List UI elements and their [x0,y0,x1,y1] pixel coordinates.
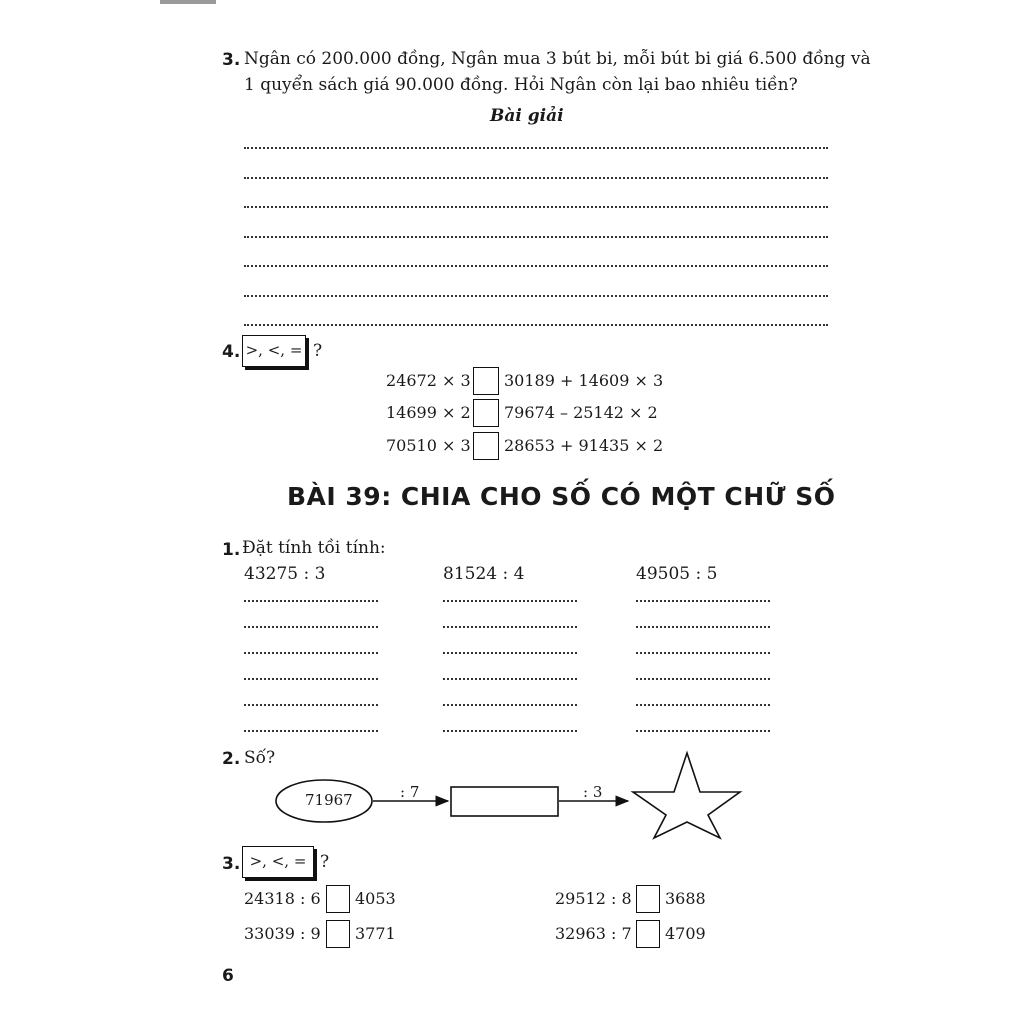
answer-box[interactable] [473,432,499,460]
lesson-exercise-1-instruction: Đặt tính tồi tính: [242,538,386,558]
division-problem: 43275 : 3 [244,564,326,584]
division-problem: 49505 : 5 [636,564,718,584]
comparison-right: 79674 – 25142 × 2 [504,403,658,422]
exercise-4-number: 4. [222,342,241,362]
exercise-3-text-line1: Ngân có 200.000 đồng, Ngân mua 3 bút bi, mỗi bút bi giá 6.500 đồng và [244,49,871,69]
answer-box[interactable] [326,920,350,948]
comparison-left: 70510 × 3 [386,436,471,455]
intermediate-result-box[interactable] [451,787,558,816]
comparison-symbols: >, <, = [245,341,303,359]
working-line[interactable] [636,624,770,628]
start-value: 71967 [305,791,353,809]
working-line[interactable] [244,598,378,602]
working-line[interactable] [636,728,770,732]
comparison-right: 4053 [355,889,396,908]
answer-line[interactable] [244,293,828,297]
working-line[interactable] [244,728,378,732]
question-mark: ? [320,852,330,872]
solution-heading: Bài giải [490,106,564,126]
operation-label-1: : 7 [400,783,420,801]
working-line[interactable] [244,650,378,654]
working-line[interactable] [244,702,378,706]
lesson-exercise-2-number: 2. [222,749,241,769]
comparison-left: 33039 : 9 [244,924,321,943]
answer-box[interactable] [636,885,660,913]
answer-box[interactable] [636,920,660,948]
scan-edge-mark [160,0,216,4]
comparison-symbols-box [242,846,314,878]
comparison-left: 24318 : 6 [244,889,321,908]
lesson-exercise-3-number: 3. [222,854,241,874]
working-line[interactable] [636,598,770,602]
comparison-left: 32963 : 7 [555,924,632,943]
star-shape[interactable] [633,753,740,838]
lesson-title: BÀI 39: CHIA CHO SỐ CÓ MỘT CHỮ SỐ [287,482,836,511]
working-line[interactable] [244,676,378,680]
comparison-symbols: >, <, = [249,852,307,870]
working-line[interactable] [443,598,577,602]
comparison-right: 30189 + 14609 × 3 [504,371,664,390]
working-line[interactable] [443,650,577,654]
working-line[interactable] [443,676,577,680]
question-mark: ? [313,341,323,361]
answer-box[interactable] [473,367,499,395]
comparison-right: 4709 [665,924,706,943]
working-line[interactable] [244,624,378,628]
working-line[interactable] [443,728,577,732]
working-line[interactable] [636,650,770,654]
page-number: 6 [222,966,234,986]
division-problem: 81524 : 4 [443,564,525,584]
answer-line[interactable] [244,263,828,267]
working-line[interactable] [443,624,577,628]
comparison-left: 29512 : 8 [555,889,632,908]
exercise-3-text-line2: 1 quyển sách giá 90.000 đồng. Hỏi Ngân còn lại bao nhiêu tiền? [244,75,798,95]
answer-line[interactable] [244,175,828,179]
operation-label-2: : 3 [583,783,603,801]
comparison-right: 3688 [665,889,706,908]
lesson-exercise-1-number: 1. [222,540,241,560]
comparison-symbols-box [242,335,306,367]
comparison-right: 3771 [355,924,396,943]
comparison-left: 14699 × 2 [386,403,471,422]
answer-line[interactable] [244,234,828,238]
answer-box[interactable] [473,399,499,427]
working-line[interactable] [636,702,770,706]
comparison-left: 24672 × 3 [386,371,471,390]
working-line[interactable] [443,702,577,706]
answer-line[interactable] [244,145,828,149]
working-line[interactable] [636,676,770,680]
comparison-right: 28653 + 91435 × 2 [504,436,664,455]
answer-line[interactable] [244,204,828,208]
exercise-3-number: 3. [222,50,241,70]
lesson-exercise-2-instruction: Số? [244,748,276,768]
answer-box[interactable] [326,885,350,913]
answer-line[interactable] [244,322,828,326]
